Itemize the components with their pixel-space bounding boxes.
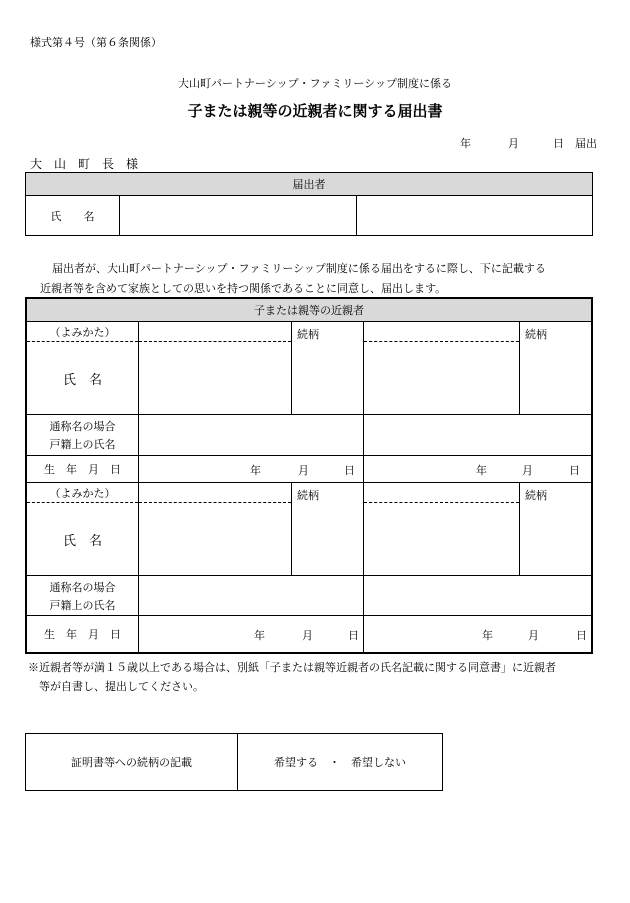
divider [291,321,292,414]
applicant-name-field-2[interactable] [358,198,591,233]
note-line-2: 等が自書し、提出してください。 [28,680,204,693]
date-year-label: 年 [460,137,471,150]
date-suffix: 届出 [575,137,597,150]
birth-day-label: 日 [348,629,359,642]
certificate-label: 証明書等への続柄の記載 [71,756,192,769]
statement-line-2: 近親者等を含めて家族としての思いを持つ関係であることに同意し、届出します。 [40,282,447,295]
alias-label-line-1: 通称名の場合 [49,581,116,594]
date-month-label: 月 [508,137,519,150]
form-number: 様式第４号（第６条関係） [30,36,162,49]
date-day-label: 日 [553,137,564,150]
certificate-options[interactable]: 希望する ・ 希望しない [274,756,406,769]
divider [519,321,520,414]
yomikata-field[interactable] [365,323,518,340]
applicant-name-label: 氏 名 [50,209,95,223]
yomikata-label: （よみかた） [49,325,116,339]
statement-line-1: 届出者が、大山町パートナーシップ・ファミリーシップ制度に係る届出をするに際し、下に記載する [52,262,546,275]
applicant-name-field-1[interactable] [121,198,354,233]
alias-label-line-2: 戸籍上の氏名 [49,438,116,451]
birth-month-label: 月 [522,464,533,477]
yomikata-field[interactable] [140,323,290,340]
divider [119,196,120,235]
relative-name-field[interactable] [365,504,518,574]
birth-day-label: 日 [344,464,355,477]
birth-date-label: 生 年 月 日 [44,463,121,476]
relatives-header: 子または親等の近親者 [25,297,593,322]
relation-label: 続柄 [297,489,319,502]
note-line-1: ※近親者等が満１５歳以上である場合は、別紙「子または親等近親者の氏名記載に関する同意書」に近親者 [28,661,556,674]
yomikata-field[interactable] [140,484,290,501]
birth-date-label: 生 年 月 日 [44,628,121,641]
yomikata-label: （よみかた） [49,486,116,500]
divider [356,196,357,235]
divider [27,575,591,576]
relation-label: 続柄 [525,489,547,502]
divider [291,482,292,575]
divider [363,321,364,653]
birth-year-label: 年 [482,629,493,642]
divider [364,502,519,503]
birth-month-label: 月 [528,629,539,642]
relative-name-label: 氏 名 [62,533,102,549]
yomikata-field[interactable] [365,484,518,501]
birth-day-label: 日 [576,629,587,642]
alias-label-line-1: 通称名の場合 [49,420,116,433]
birth-month-label: 月 [298,464,309,477]
relative-name-field[interactable] [140,343,290,413]
applicant-header: 届出者 [25,172,593,196]
divider [519,482,520,575]
birth-day-label: 日 [569,464,580,477]
relation-label: 続柄 [297,328,319,341]
divider [138,321,139,653]
addressee: 大 山 町 長 様 [30,157,139,171]
relative-name-field[interactable] [140,504,290,574]
relation-label: 続柄 [525,328,547,341]
birth-month-label: 月 [302,629,313,642]
form-subtitle: 大山町パートナーシップ・ファミリーシップ制度に係る [178,77,452,90]
divider [364,341,519,342]
relative-name-label: 氏 名 [62,372,102,388]
divider [27,414,591,415]
divider [139,341,291,342]
alias-label-line-2: 戸籍上の氏名 [49,599,116,612]
form-title: 子または親等の近親者に関する届出書 [187,102,443,120]
birth-year-label: 年 [254,629,265,642]
divider [139,502,291,503]
relative-name-field[interactable] [365,343,518,413]
birth-year-label: 年 [250,464,261,477]
birth-year-label: 年 [476,464,487,477]
